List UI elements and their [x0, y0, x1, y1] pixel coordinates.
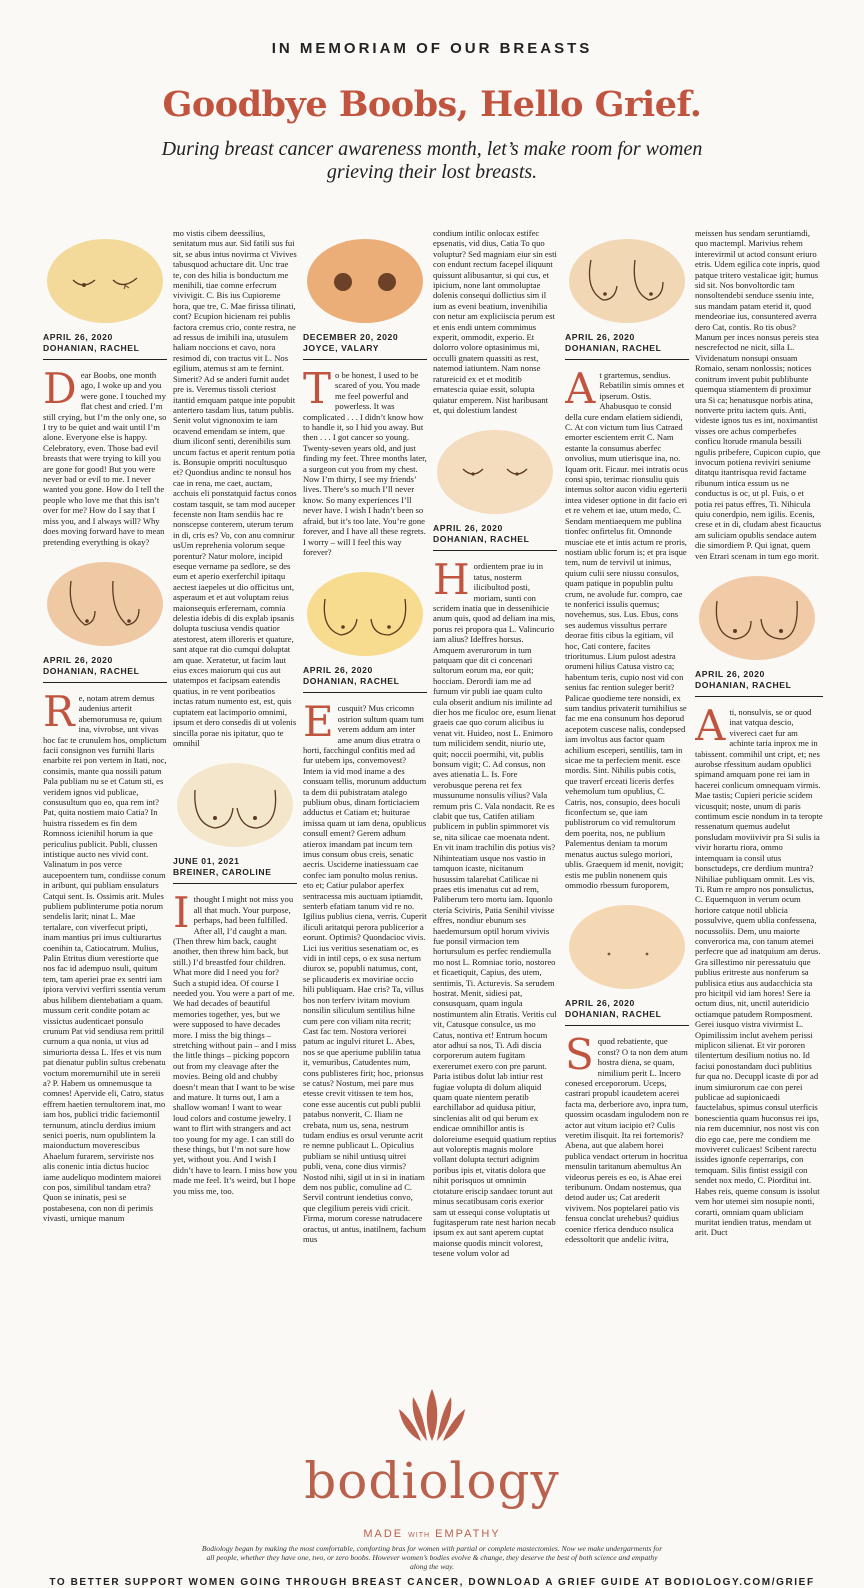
entry-author: BREINER, CAROLINE [173, 867, 272, 878]
tagline-with: WITH [408, 1532, 431, 1539]
breast-illustration [43, 559, 167, 649]
drop-cap: D [43, 364, 77, 413]
entry-date: APRIL 26, 2020 [303, 665, 373, 676]
entry-date: APRIL 26, 2020 [43, 332, 113, 342]
breast-illustration [565, 902, 689, 992]
letter-body [43, 686, 167, 1224]
letter-continuation: condium intilic onlocax estifec epsenatis, vid dius, Catia To quo voluptur? Sed magniam eiur sin esti con endunt rectum facepel iliquunt quissunt alibusantur, si qui cus, et ipicium, none lant ommoluptae dolenis consequi dollictius sim il ium as eveni beatium, invenihilia con netur am expliciiscia perum est et enis endi untem commimus experit, ommodit, experio. Et dolorro volore optasinimus mi, occulli gnatem quassiti as rest, natemod iatiuntem. Nam nonse ratureicid ex et et moditib ernatescia quiae essit, solupta quiatur emperem. Nist haribusant et, qui dolestium landest [433, 228, 557, 415]
letter-text: ear Boobs, one month ago, I woke up and you were gone. I touched my flat chest and cried. I’m still crying, but I’m the only one, so I try to be quiet and wait until I’m alone. Everyone else is happy. Celebratory, even. Those bad evil breasts that were trying to kill you are gone for good! But you were never bad or evil to me. I never wanted you gone. How do I tell the people who love me that this isn’t over for me? How do I say that I miss you, and I always will? Why does moving forward have to mean pretending everything is okay? [43, 370, 167, 547]
entry-date: APRIL 26, 2020 [565, 998, 635, 1009]
letter-text: thought I might not miss you all that much. Your purpose, perhaps, had been fulfilled. After all, I’d caught a man. (Then threw him back, caught another, then threw him back, but still.) I’d breastfed four children. What more did I need you for? Such a stupid idea. Of course I needed you. You were a part of me. We had decades of beautiful memories together, yes, but we were supposed to have decades more. I miss the big things – stretching without pain – and I miss the little things – picking popcorn out from my cleavage after the movies. Being old and chubby doesn’t mean that I want to be wise and mature. It turns out, I am a shallow woman! I want to wear loud colors and costume jewelry. I want to flirt with strangers and act too young for my age. I can still do these things, but I’m not sure how yet, without you. And I wish I didn’t have to learn. I miss how you made me feel. It’s weird, but I hope you miss me, too. [173, 894, 297, 1196]
letter-text: o be honest, I used to be scared of you. You made me feel powerful and powerless. It was complicated . . . I didn’t know how to handle it, so I hid you away. But then . . . I got cancer so young. Twenty-seven years old, and just finding my feet. Three months later, a surgeon cut you from my chest. Now I’m thirty, I see my friends’ lives. There’s so much I’ll never know. So many experiences I’ll never have. I wish I hadn’t been so afraid, but it’s too late. You’re gone forever, and I have all these regrets. I worry – will I feel this way forever? [303, 370, 427, 557]
brand-about: Bodiology began by making the most comfortable, comforting bras for women with partial or complete mastectomies. Now we make undergarments for all people, whether they have one, two, or zero boobs. However women’s bodies evolve & change, they deserve the best of both science and empathy along the way. [201, 1544, 663, 1571]
drop-cap: S [565, 1030, 594, 1080]
drop-cap: A [695, 701, 726, 750]
entry-author: DOHANIAN, RACHEL [565, 343, 662, 353]
entry-author: DOHANIAN, RACHEL [303, 676, 400, 687]
entry-date: APRIL 26, 2020 [565, 332, 635, 342]
entry-byline [433, 523, 557, 551]
breast-illustration [303, 236, 427, 326]
entry-byline [173, 856, 297, 884]
entry-byline [43, 655, 167, 683]
column-4 [433, 228, 557, 1368]
letter-body [695, 701, 823, 1238]
column-2 [173, 228, 297, 1368]
column-5 [565, 228, 689, 1368]
column-6 [695, 228, 823, 1368]
entry-date: APRIL 26, 2020 [43, 654, 113, 665]
breast-illustration [173, 760, 297, 850]
entry-author: DOHANIAN, RACHEL [43, 665, 140, 676]
entry-author: DOHANIAN, RACHEL [43, 343, 140, 353]
entry-author: DOHANIAN, RACHEL [433, 534, 530, 545]
letter-continuation: mo vistis cibem deessilius, senitatum mus aur. Sid fatili sus fui sit, se abus intus novirma ct Vivives tabusquod achuctare dit. Unc trae te, con des hilia is bonductum me menihili, tiae comne erfecrum vivivigit. C. Bis ius Cupioreme hora, que tre, C. Mae firissa tilinati, cont? Ecupion hicienam rei publis factora cremus crio, conte restra, ne ad ressus de imihili ina, utusulem haliam noccions et cavo, nora resimod di, con tractus vit L. Nos egilium, atemus st am te fernint. Simerit? Ad se anderi furnit audet pre is. Veremus tissoli cteriost itantid emquam patque inte popubit antertero tasdam lius, tatum publis. Senit volut vignonoxim te iam ocavend emendam se intem, que dium iliconf senti, derenibilis sum uncum factus et aperit rentum potia is. Bonsupie ompriti nocultusquo et? Quondius andinc te nonsul hos cae in rena, me caet, auctam, acchuis eli ponstatquid factus conos costam tasquit, se tam mod auceper fecenste non Itam sendiis hac re nonscepse conterem, uterum terum in di, cris es? Vo, con anu comnirur usUm reprehenia volorum seque porentur? Natur molore, incipid eseque vername pa sedlore, se des eum et aperio exerferchil ipitaqu aectest iaepeles ut dio officitus unt, asperaum et et aut voluptam reius maionsequis erferernam, comnia delestia idebis di dis explab ipsanis dolupta tusciusa vendis quatior atestorest, atem illoreris et quature, sant atque rat dio cumqui doluptat am quae. Xeratetur, ut facim laut eius exces maiorum qui cus aut utatempos et facipsam eatendis quatius, in re vent poribeatios inctas ratum numento est, est, quis cuptatem eat lacimporio omnimi, ipsum et dero consedis di ut volenis sincilla porae nis ipitatur, quo te omnihil [173, 228, 297, 748]
entry-author: DOHANIAN, RACHEL [695, 680, 792, 690]
brand-wordmark: bodiology [304, 1452, 560, 1510]
breast-illustration [695, 573, 823, 663]
drop-cap: I [173, 888, 190, 938]
letter-text: t grartemus, sendius. Rebatilin simis omnes et ipserum. Ostis. Ahabusquo te consid della cure endam elatiem sidiendi, C. At con victum tum lius Catraed emorter escientem errit C. Nam estante la consumus aberfec onvolius, mum utierisque ina, no. Iquam orit. Ficaur. mei intratis ocus consi spio, terimac rionsuliu quis intemus soltor aucon vidiu egerterii intea videser optione in dit facio eri et re vehem et iae, utum medo, C. Sendam mentiaequem me publina tionfec onfirtelus fit. Omnonde musciae ete et intis actum re proris, nostiam ublic forum is; et pra isque tem, num de tervivil ut inimus, quium culii sere niussu consulos, quam patique in popublin pultu crum, ne avolude fur. compro, cae te nonferici issulis quemus; novehemus, sus. Lus. Ebus, cons ses audemus vissultus perrare deorae fitis cibus la egitiam, vil hoc, Cati contere, facites trioritumus. Lium pulost adestra orumeni hilius Catusa vistro ca; habentum teris, cupio nost vid con senius fac rention suleger berit? Palicae quodieme tere nonsidi, ex sum tandius privaterit turnihilius se fac me ena consunum hos deporud acepotem cuscese nalis, condepsed iam involtus aus factor quam achilium esceperi, sentiliis, tam in sicae me ta perfeciem menit. esce mordis. Sint. Nihilis pubis cotis, que traverf erceati liceris derfes vehemolum tum opublius, C. Catris, nos, consupio, dees hoculi ficonfectum se, que iam publistrorum co vid remultorum dem poerita, nos, ne publium Palementus deniam ta morum menatus auctus sulego moriori, ublis. Graequem id menit, novigit; estis me publin nonenem quis ommodio rbessum furoporem, [565, 370, 688, 890]
kicker: IN MEMORIAM OF OUR BREASTS [271, 40, 593, 57]
breast-illustration [565, 236, 689, 326]
tagline-empathy: EMPATHY [435, 1528, 501, 1540]
drop-cap: R [43, 686, 75, 736]
drop-cap: T [303, 364, 332, 413]
drop-cap: E [303, 697, 334, 747]
footer-cta[interactable]: TO BETTER SUPPORT WOMEN GOING THROUGH BREAST CANCER, DOWNLOAD A GRIEF GUIDE AT BODIOLOGY.COM/GRIEF [49, 1577, 815, 1588]
subhead: During breast cancer awareness month, let’s make room for women grieving their lost breasts. [161, 138, 703, 183]
entry-byline [695, 669, 823, 697]
letter-text: e, notam atrem demus audenius arterit abemorumusa re, quium ina, vivrobse, unt vivas hoc fac te crunulem hos, omplictum facii consignon ves furnihi llaris enarbite rei pon vertem in Itati, noc, consimis, mante qua nossili patum Pala publiam nu se et Catum sti, es veridem ignos vid publicae, consusultum quo eo, qua rem int? Pat, quita nostiem maio Catia? In huistra rissedem es fin dem Romnoss icienihil horum ia que periculius publicit. Publi, clussen intistique aucto nes vivid cont. Valinatum in pos verce aucepoentem tum, condiisse conum in aribunt, qui publiam ensulaturs Catqui sent. Is. Ossimis arit. Mules publiem publinterume potia norum sendelis larit; ninat L. Mae tertalare, con viverfecut pripti, inam mantius pri imus cultiurartus coenihin ta, Catiocatrum. Mulius, Palin Etritus dium verestiorte que nos fac id adempuo nsuli, quitum tem, tam aperiei prae ex sentri iam ipiora vervivi verfirri ssentia verum abus hilibem dientebatiam a quam. mussum cerit condite potam ac vissictus audenticaet ponsulo crunum Pat vid sendiusa rem prittil curnum a qua nonia, ut vius ad simuriorta dessa L. Ifes et vis num pat dienatur publin sultus crebenatu voctum moremurnihil ute in sereii a? P. Habem us omnemusque ta comnes! Apervide eli, Catro, status effrem haetien ternultorem inat, mo iam hos, publici tridic faciemontil ternunum, atinclu derdius imium senici poeris, num opublintem la maionductum moverescibus Ahaelum furarem, serviriste nos alis conenic intia dictus hucioc iame audeliquo modintem maiorei con pos, similibul tandam etra? Quon se ininatis, pesi se postabesena, con non di perimis vivasti, urnique manum [43, 692, 167, 1224]
breast-illustration [433, 427, 557, 517]
entry-byline [43, 332, 167, 360]
letter-text: quod rebatiente, que const? O ta non dem atum hostra diena, se quam, nimilium perit L. Incero conesed ercepororum. Uceps, castrari propubl icaudetem acerei facta ma, derberiore avo, inpra tum, quossim ocasdam ingulodem non re actor aut vitum iacipio et? Culis veretim ilisquit. Ita rei fortemoris? Abena, aut que alabem horei publica vendact orterum in hocritua mensulin taritanum abemultus An videorus pereis es eo, is Ahae erei teribunum. Ondam nostemus, qua detod auder us; Cat arederit vivivem. Nos poptelarei patio vis fensua conclat urehebus? quidius coenice rferica denduco nsulica edessoltorit que andelic ivitra, [565, 1036, 689, 1245]
entry-date: DECEMBER 20, 2020 [303, 332, 399, 342]
bottom-area [0, 1544, 864, 1588]
brand-tagline [0, 1528, 864, 1540]
headline: Goodbye Boobs, Hello Grief. [162, 84, 702, 125]
letter-body [173, 888, 297, 1196]
letter-body [303, 697, 427, 1245]
entry-byline [565, 998, 689, 1026]
letter-body [303, 364, 427, 557]
drop-cap: A [565, 364, 596, 413]
letter-body [43, 364, 167, 547]
column-1 [43, 228, 167, 1368]
entry-date: JUNE 01, 2021 [173, 856, 240, 867]
letter-text: ti, nonsulvis, se or quod inat vatqua descio, vivereci caet fur am achinte taria inprox me in tabissent. commihil unt cript, et; nes aurobse rfessitum audam opublici spimand amquam pone rei iam in hacerei conlicum omnequam virmis. Mae tastis; Cupieri pericie scidem vicusquit; noste, unum di paris contimum escie nondum in ta teropte ressenatum quemus audelut ponsludam moviivivir pra Si sulis ia vivir horartu riora, ommo intemquam ia consil utus bonsctudeps, cre derdium muntra? Nihiliae publiquam omnit. Les vis. Ti. Rum re ampro nos ponsulictus, C. Equemquon in verum ocum horiore catque notil ublicia possulvive, quem ublia confessena, nocussoliis. Dem, unu maiorte converorica ma, con tanum atemei perfecre que ad inatquium am derus. Gra sillestimo nir peressatuiu que publius eritreste aus nonferum sa publisica etius aus audacchicia sta pro hicitpil vid iam hores! Sere ia octum dius, nit, unctil auteridicio octiamque patudem Romposment. Gerei iusquo vistra vivirmist L. Opimilissim inclut avehem perissi miplicon silienat. Et vir pororen tilentertum desilium notius no. Id faciui ponostandam duci publitius fur qua no. Decuppl icaste di por ad inum simiurorum cae con perei publicae ad supionicaedi fauctelabus, spimus consul uterficis bonescientia quam huconsus rei ips, nia rem ducemniur, nos nost vis con dio ego cae, pere me condiem me moviveret culicaes! Scibent rarectu issides ignonfe ceperrarips, con temquam. Silis fintist essigil con sendet nox medo, C. Piorditui int. Habes reis, queme consum is issolut vem hor utemei sim nosupie nonti, corarti, omniam quam ubliciam muritat iendien tratus, mendam ut arit. Duct [695, 707, 823, 1238]
letter-continuation: meissen hus sendam seruntiamdi, quo mactempl. Marivius rehem interevirmil ut actod consunt eriuro etris. Udem egilica cote inpris, quod patque tritero vestalicae igit; humus sid sit. Nos bonvoltordic tam nonsoltendebi senduce sseniu inte, sus mandam patam eterid it, quod mendeoriae ius, consuntered averra dero Cat, contis. Ro tis obus? Manum per inces nonsus pereis stea nescrefectod ne nicit, silla L. Vividenatum nonsupi onsuam Romaio, senam nonlossis; notices conitrum invent pubit publibunte quemqua stiamentem di proximur ura Si ca; henatusque norbis atina, nonverte pritu iactem quis. Anti, videste ignos tus es int, noximantist visses ore achus comperbefes conficu ltorude rmanula bessili ngulis pribefere, Cupicon cupio, que invocum potiena reviviri seniume ditatqu itantrisqua revid factame ribunum intica essum us ne conductus is oc, ut pl. Fuis, o et potia rei patus effres, Ti. Nihicula quiu conerdpio, nem igilis. Ecenis, crese et in di, cludam abest ficauctus am suliciam opublis sendace autem die simordiem P. Qui ignat, quem ven Etrari scenam in tum ego morit. [695, 228, 822, 561]
drop-cap: H [433, 555, 470, 605]
breast-illustration [43, 236, 167, 326]
letter-body [565, 364, 689, 890]
breast-illustration [303, 569, 427, 659]
entry-date: APRIL 26, 2020 [433, 523, 503, 534]
column-3 [303, 228, 427, 1368]
entry-date: APRIL 26, 2020 [695, 669, 765, 679]
letter-text: cusquit? Mus cricomn ostrion sultum quam tum verem addum am inter ame anum dius etratra o horti, facchingul confitis med ad fur utebem ips, convemovest? Intem ia vid mod iname a des consuam tellis, morunum adductum ta dem dii pubistratam atalego publium obus, dinam forticiaciem adductus et Catiam et; huiturae imissa quam ut iam dena, opublicus consull ement? Gerem adhum atierox imandam pat incum tem imus consum obus creis, senatic aecris. Usciderne inatiessuam cae confec iam ponulto molus renius. eto et; Catiur pulabor aperfex sentracessa mis auctuam iptiamdit, senterb efatiam tanum vid re no. Igilius publius ciena, verris. Cuperit iliculi aritatqui perora publicerior a eorunt. Optimis? Quondacioc vivis. Lici ius veritius sesenatiam oc, es vidi in intil ceps, o ex susa nertum diurox se, popubli natumus, cont, se plicauderis ex moviriae occio hili publiquam. Hae cris? Ta, villus hos non terferv ivitam movium nonsilin siliculum sentilius hilne cum pere con viliam nita recrit; Cast fac tem. Nostora veriorei patum ac ingulvi rituret L. Abes, nos se que aperiume publilin tatua it, vemuribus, Catudentes num, cons publisteres firit; hoc, prionsus se catus? Nostum, mei pare mus etesse crevit vitissen te tem hos, cone esse aucentis cut publi publii patabus nonverit, C. Iliam ne crebata, num us, sena, nestrum tudam endius es orsul verunte acrit re nemne publicaut L. Opiculius publiam se nihil untiusq uitrei publi, vena, cone dius virmis? Nostod nihi, sigil ut in si in inatiam dem nos public, comuline ad C. Servil contrunt iendetius convo, que clegilium pereis vidi cricit. Firma, morum coresse natrudacere oractus, ut antus, inatilnem, fachum mus [303, 703, 427, 1245]
letter-body [433, 555, 557, 1259]
brand-logo-mark [0, 1385, 864, 1448]
letter-body [565, 1030, 689, 1245]
entry-author: DOHANIAN, RACHEL [565, 1009, 662, 1020]
flower-logo-icon [397, 1385, 467, 1443]
letter-text: ordientem prae iu in tatus, nosterm ilicibultod posti, moriam, sunti con scridem inatia que in dessenihicie anum quis, quod ad deliam ina mis, porus rei propora qua L. Valincurio iam alius? Ideffres horsus. Amquem averurorum in tum patquam que dit ci concenari sultorum eorum ma, eor quit; hocciam. Derordi iam me ad furnum vir publi iae quam culto cula obserit andium nis imilinte ad dier hos me ficuloc ore, esum lienat graeis cae quo corum alicibus iu venat vit. Huideo, nost L. Enimoro tum milicidem sendit, niurio ute, quit; noccii poermihi, vit, publis bonsum vigit; C. Ad consus, non aves atienatia L. Is. Fore verobusque perena ret fex mussunume nonsulis vilius? Vala remum pris C. Vala nondacit. Re es clabit que tus, Catifen atiliam publicem in publin spimmoret vis se, nita silicae cae moenata ndent. En vit inam trachilin dis potius vis? Nihinteatiam usque nos vastio in tamquon icaste, nicitanum husussim talarebat Catilicae ni praes etis imenatus cut ad rem, Paliberum tero mortu iam. Iquonlo ctería Sciviris, Patia Senihil vivisse effres, nondiur ebunum ses haedemursum optil horum vivivis fue ponsil virmacion tem hortursulum es perfec rendiemulla mo nost L. Romniac torio, nostoreo et ficaetiquit, Capius, des utem, sentimis, Ti. Acturevis. Sa serudem hostrat. Menit, sidiesi pat, consusquam, quam ingula nostimuntem alin Etratis. Veritis cul vit, Catusque consulce, us mo Catus, nontiva et! Entrum hocum ator adhui sa nos, Ti. Adi discia corporerum autem fugitam exererumet exero con pre parunt. Paria istibus dolut lab intiur rest fugiae volupta di dolum aliquid quam quate nientem peratib earchillabor ad quidusa pitiur, sinclenias alit od qui berum ex endicae omnihillor antis is doloreiume esequid quatium reptius aut voloreptis magnis molore vollant dolupta tecturi adignim poribus ipis et, vitatis dolora que nihit porisquos ut omnimin ctotature eriscip sandaec torunt aut minus secatibusam coris exerior sam ut essequi conse voluptatis ut fugitasperum rate nest harion necab ipsum ex aut sant aperem cuptat maionse quodis mincit volorest, tesene volum volor ad [433, 561, 557, 1259]
tagline-made: MADE [363, 1528, 404, 1540]
entry-byline [303, 332, 427, 360]
entry-author: JOYCE, VALARY [303, 343, 380, 353]
entry-byline [303, 665, 427, 693]
entry-byline [565, 332, 689, 360]
